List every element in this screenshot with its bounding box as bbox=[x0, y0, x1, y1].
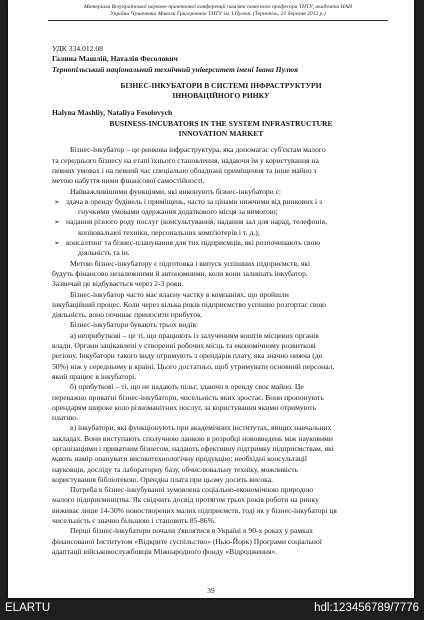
text-line-content: Бізнес-інкубатор – це ринкова інфраструктура, яка допомагає суб'єктам малого bbox=[70, 145, 326, 155]
text-line-content: який працює в інкубаторі. bbox=[52, 371, 137, 381]
text-line bbox=[52, 547, 390, 557]
text-line-content: адаптації військовослужбовців Міжнародного фонду «Відродження». bbox=[52, 546, 278, 556]
header-line-2: України Чумаченка Миколи Григоровича ТНТУ ім. І.Пулюя. (Тернопіль, 21 березня 2012 р.) bbox=[110, 11, 326, 17]
text-line bbox=[52, 372, 390, 382]
text-line-content: виживає лише 14-30% новостворених малих підприємств, тоді як у бізнес-інкубаторі ця bbox=[52, 505, 337, 515]
text-line-content: консалтинг та бізнес-планування для тих підприємців, які розпочинають свою bbox=[66, 238, 321, 248]
text-line-content: а) неприбуткові – це ті, що працюють із залученням коштів місцевих органів bbox=[70, 330, 319, 340]
text-line bbox=[52, 259, 390, 269]
text-line bbox=[52, 526, 390, 536]
text-line-content: 50%) ніж у середньому в країні. Цього достатньо, щоб утримувати основний персонал, bbox=[52, 361, 335, 371]
text-line-content: Метою бізнес-інкубатору є підготовка і випуск успішних підприємств, які bbox=[70, 258, 311, 268]
repository-label: ELARTU bbox=[5, 602, 51, 614]
text-line-content: Потреба в бізнес-інкубуванні зумовлена соціально-економічною природою bbox=[70, 485, 314, 495]
text-line bbox=[52, 176, 390, 186]
text-line bbox=[52, 217, 390, 227]
udk-code: УДК 334.012.08 bbox=[52, 44, 103, 53]
text-line bbox=[52, 351, 390, 361]
text-line bbox=[52, 207, 390, 217]
article-body bbox=[52, 44, 390, 557]
text-line-content: б) прибуткові – ті, що не надають пільг, здаючи в оренду своє майно. Це bbox=[70, 382, 304, 392]
running-header bbox=[48, 4, 388, 21]
text-line-content: переважно приватні бізнес-інкубатори, чисельність яких зростає. Вони пропонують bbox=[52, 392, 324, 402]
text-line-content: Бізнес-інкубатори бувають трьох видів: bbox=[70, 320, 199, 330]
bullet-arrow-icon: ➢ bbox=[54, 218, 60, 227]
text-line-content: Перші бізнес-інкубатори почали з'являтися в Україні в 90-х роках у рамках bbox=[70, 526, 313, 536]
text-line bbox=[52, 341, 390, 351]
text-line-content: мають намір опанувати високотехнологічну продукцію: необхідні консультації bbox=[52, 454, 308, 464]
text-line bbox=[52, 434, 390, 444]
text-line bbox=[52, 362, 390, 372]
text-line bbox=[52, 197, 390, 207]
text-line-content: будуть фінансово незалежними й автономними, коли вони залишать інкубатор. bbox=[52, 268, 308, 278]
text-line bbox=[52, 413, 390, 423]
title-en-line-1: BUSINESS-INCUBATORS IN THE SYSTEM INFRASTRUCTURE bbox=[109, 118, 333, 128]
text-line-content: Зазвичай це відбувається через 2-3 роки. bbox=[52, 279, 184, 289]
text-line bbox=[52, 444, 390, 454]
text-line bbox=[52, 238, 390, 248]
text-line bbox=[52, 454, 390, 464]
authors-ua: Галина Машлій, Наталія Фесолович bbox=[52, 54, 178, 64]
text-line bbox=[52, 156, 390, 166]
text-line bbox=[52, 423, 390, 433]
text-line bbox=[52, 166, 390, 176]
bullet-arrow-icon: ➢ bbox=[54, 197, 60, 206]
title-ua-line-2: ІННОВАЦІЙНОГО РИНКУ bbox=[172, 91, 270, 101]
text-line-content: малого підприємництва. Як свідчить досвід протягом трьох років роботи на ринку bbox=[52, 495, 319, 505]
text-line bbox=[52, 331, 390, 341]
text-line bbox=[52, 393, 390, 403]
text-line bbox=[52, 145, 390, 155]
text-line bbox=[52, 475, 390, 485]
text-line-content: влади. Органи зацікавлені у створенні робочих місць та економічному розвиткові bbox=[52, 341, 316, 351]
text-line bbox=[52, 537, 390, 547]
text-line-content: інкубаційний процес. Коли через кілька років підприємство успішно розгортає свою bbox=[52, 299, 326, 309]
text-line-content: орендарям широке коло різноманітних послуг, за користування якими отримують bbox=[52, 402, 317, 412]
text-line bbox=[52, 485, 390, 495]
affiliation: Тернопільський національний технічний університет імені Івана Пулюя bbox=[52, 64, 299, 74]
text-line-content: регіону. Інкубатори такого виду отримують з орендарів плату, яка значно нижча (до bbox=[52, 351, 323, 361]
text-line-content: копіювальної техніки, персональних комп'ютерів і т. д.); bbox=[78, 227, 260, 237]
text-line bbox=[52, 248, 390, 258]
text-line bbox=[52, 403, 390, 413]
text-line-content: діяльність та ін. bbox=[78, 248, 130, 258]
title-en-line-2: INNOVATION MARKET bbox=[178, 129, 264, 139]
handle-link[interactable]: hdl:123456789/7776 bbox=[314, 602, 419, 614]
text-line bbox=[52, 310, 390, 320]
bullet-arrow-icon: ➢ bbox=[54, 239, 60, 248]
paper-page bbox=[8, 0, 414, 598]
text-line-content: організаціями і приватним бізнесом, надають ефективну підтримку підприємствам, які bbox=[52, 443, 334, 453]
viewer-footer bbox=[0, 598, 424, 620]
text-line bbox=[52, 320, 390, 330]
text-line-content: закладах. Вони виступають сполучною ланкою в розробці нововведень між науковими bbox=[52, 433, 333, 443]
text-line-content: здача в оренду будівель і приміщень, часто за цінами нижчими від ринкових і з bbox=[66, 196, 323, 206]
text-line-content: метою набуття ними фінансової самостійності. bbox=[52, 176, 205, 186]
text-line-content: діяльність, воно починає приносити прибуток. bbox=[52, 310, 203, 320]
header-line-1: Матеріали Всеукраїнської науково-практичної конференції пам'яті почесного професора ТНТУ, академіка НАН bbox=[83, 4, 353, 10]
text-line bbox=[52, 506, 390, 516]
text-line-content: фінансованої Інститутом «Відкрите суспільство» (Нью-Йорк) Програми соціальної bbox=[52, 536, 322, 546]
text-line bbox=[52, 269, 390, 279]
text-line-content: надання різного роду послуг (консультування, надання зал для нарад, телефонів, bbox=[66, 217, 328, 227]
text-line-content: платню. bbox=[52, 413, 78, 423]
text-line-content: гнучкими умовами одержання додаткового місця за вимогою; bbox=[78, 207, 278, 217]
text-line bbox=[52, 495, 390, 505]
text-line-content: науковців, досліду та лабораторну базу, обчислювальну техніку, можливість bbox=[52, 464, 299, 474]
text-line bbox=[52, 465, 390, 475]
text-line-content: Найважливішими функціями, які виконують бізнес-інкубатори є: bbox=[70, 186, 282, 196]
text-line-content: користування бібліотекою. Орендна плата при цьому досить висока. bbox=[52, 474, 273, 484]
text-line bbox=[52, 300, 390, 310]
text-line bbox=[52, 516, 390, 526]
body-text bbox=[52, 145, 390, 557]
text-line bbox=[52, 382, 390, 392]
text-line bbox=[52, 187, 390, 197]
text-line-content: в) інкубатори, які функціонують при академічних інститутах, вищих навчальних bbox=[70, 423, 332, 433]
text-line-content: чисельність є значно більшою і становить 85-86%. bbox=[52, 516, 216, 526]
authors-en: Halyna Mashliy, Nataliya Fesolovych bbox=[52, 108, 173, 118]
text-line-content: та середнього бізнесу на етапі їхнього становлення, надаючи їм у користування на bbox=[52, 155, 319, 165]
text-line bbox=[52, 290, 390, 300]
text-line-content: Бізнес-інкубатор часто має власну частку в компаніях, що пройшли bbox=[70, 289, 289, 299]
title-ua-line-1: БІЗНЕС-ІНКУБАТОРИ В СИСТЕМІ ІНФРАСТРУКТУРИ bbox=[120, 80, 322, 90]
text-line bbox=[52, 279, 390, 289]
text-line-content: певних умовах і на певний час спеціально обладнані приміщення та інше майно з bbox=[52, 165, 317, 175]
text-line bbox=[52, 228, 390, 238]
page-number: 39 bbox=[207, 586, 215, 595]
